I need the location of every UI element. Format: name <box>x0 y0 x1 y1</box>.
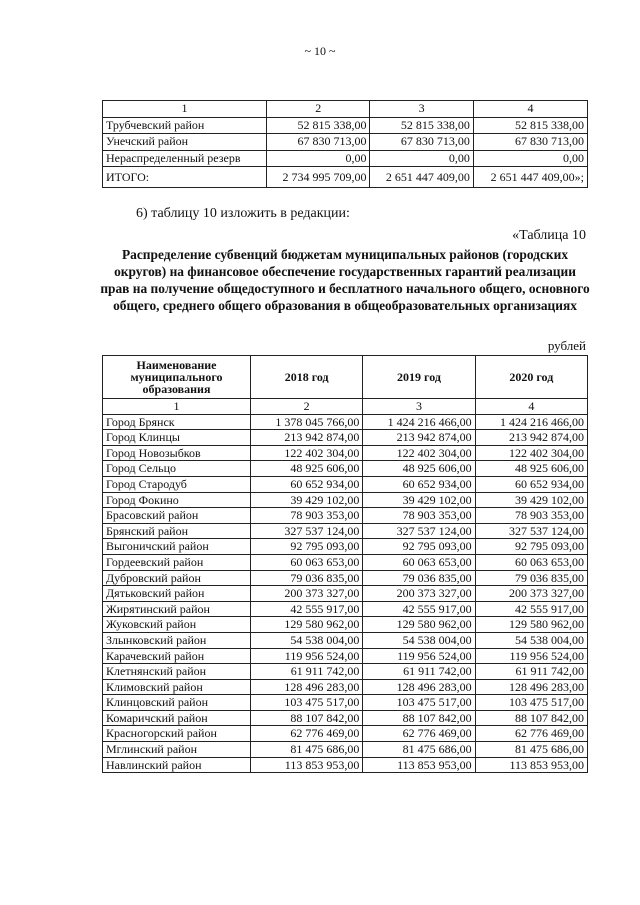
row-name: Клетнянский район <box>103 664 251 680</box>
value-2020: 79 036 835,00 <box>475 570 587 586</box>
value-2018: 52 815 338,00 <box>267 117 370 134</box>
value-2018: 122 402 304,00 <box>251 445 363 461</box>
amendment-instruction: 6) таблицу 10 изложить в редакции: <box>136 206 350 221</box>
table-row <box>103 523 588 539</box>
value-2020: 48 925 606,00 <box>475 461 587 477</box>
value-2018: 60 063 653,00 <box>251 554 363 570</box>
value-2018: 79 036 835,00 <box>251 570 363 586</box>
value-2019: 327 537 124,00 <box>363 523 475 539</box>
value-2019: 81 475 686,00 <box>363 742 475 758</box>
table-row <box>103 757 588 773</box>
value-2020: 61 911 742,00 <box>475 664 587 680</box>
table-row <box>103 461 588 477</box>
value-2020: 92 795 093,00 <box>475 539 587 555</box>
value-2020: 1 424 216 466,00 <box>475 414 587 430</box>
value-2020: 54 538 004,00 <box>475 632 587 648</box>
value-2019: 54 538 004,00 <box>363 632 475 648</box>
column-number: 1 <box>103 399 251 415</box>
value-2018: 200 373 327,00 <box>251 586 363 602</box>
value-2018: 0,00 <box>267 150 370 167</box>
value-2018: 128 496 283,00 <box>251 679 363 695</box>
header-2019: 2019 год <box>363 356 475 399</box>
value-2018: 1 378 045 766,00 <box>251 414 363 430</box>
column-number: 2 <box>251 399 363 415</box>
subvention-table-body <box>103 414 588 773</box>
header-2018: 2018 год <box>251 356 363 399</box>
value-2018: 60 652 934,00 <box>251 476 363 492</box>
table-row <box>103 632 588 648</box>
table-label: «Таблица 10 <box>512 228 586 243</box>
row-name: Климовский район <box>103 679 251 695</box>
value-2019: 1 424 216 466,00 <box>363 414 475 430</box>
row-name: Город Сельцо <box>103 461 251 477</box>
value-2019: 62 776 469,00 <box>363 726 475 742</box>
table-row <box>103 508 588 524</box>
value-2019: 92 795 093,00 <box>363 539 475 555</box>
table-row <box>103 492 588 508</box>
value-2020: 129 580 962,00 <box>475 617 587 633</box>
row-name: Красногорский район <box>103 726 251 742</box>
value-2019: 122 402 304,00 <box>363 445 475 461</box>
header-municipality: Наименование муниципального образования <box>103 356 251 399</box>
table-row <box>103 664 588 680</box>
table-row <box>103 476 588 492</box>
value-2019: 88 107 842,00 <box>363 710 475 726</box>
row-name: Навлинский район <box>103 757 251 773</box>
value-2018: 88 107 842,00 <box>251 710 363 726</box>
row-name: ИТОГО: <box>103 167 267 188</box>
value-2019: 42 555 917,00 <box>363 601 475 617</box>
table-row <box>103 586 588 602</box>
value-2020: 2 651 447 409,00»; <box>473 167 587 188</box>
value-2020: 67 830 713,00 <box>473 134 587 151</box>
column-number-row <box>103 399 588 415</box>
value-2019: 129 580 962,00 <box>363 617 475 633</box>
table-row <box>103 117 588 134</box>
value-2019: 0,00 <box>370 150 473 167</box>
table-row <box>103 648 588 664</box>
value-2019: 2 651 447 409,00 <box>370 167 473 188</box>
value-2018: 213 942 874,00 <box>251 430 363 446</box>
table-row <box>103 167 588 188</box>
table-row <box>103 726 588 742</box>
subvention-table <box>102 355 588 773</box>
value-2020: 200 373 327,00 <box>475 586 587 602</box>
value-2020: 213 942 874,00 <box>475 430 587 446</box>
table-row <box>103 710 588 726</box>
continued-table <box>102 100 588 188</box>
value-2020: 42 555 917,00 <box>475 601 587 617</box>
value-2018: 61 911 742,00 <box>251 664 363 680</box>
page-number: ~ 10 ~ <box>304 44 336 58</box>
row-name: Город Новозыбков <box>103 445 251 461</box>
table-row <box>103 539 588 555</box>
column-number: 2 <box>267 101 370 118</box>
row-name: Брасовский район <box>103 508 251 524</box>
value-2019: 39 429 102,00 <box>363 492 475 508</box>
value-2019: 60 063 653,00 <box>363 554 475 570</box>
value-2019: 78 903 353,00 <box>363 508 475 524</box>
table-row <box>103 570 588 586</box>
row-name: Город Стародуб <box>103 476 251 492</box>
header-2020: 2020 год <box>475 356 587 399</box>
value-2018: 113 853 953,00 <box>251 757 363 773</box>
value-2019: 61 911 742,00 <box>363 664 475 680</box>
value-2019: 52 815 338,00 <box>370 117 473 134</box>
row-name: Брянский район <box>103 523 251 539</box>
value-2018: 2 734 995 709,00 <box>267 167 370 188</box>
row-name: Город Клинцы <box>103 430 251 446</box>
row-name: Нераспределенный резерв <box>103 150 267 167</box>
value-2019: 48 925 606,00 <box>363 461 475 477</box>
row-name: Город Брянск <box>103 414 251 430</box>
value-2020: 122 402 304,00 <box>475 445 587 461</box>
row-name: Карачевский район <box>103 648 251 664</box>
column-number: 4 <box>475 399 587 415</box>
table-row <box>103 430 588 446</box>
table-title: Распределение субвенций бюджетам муниципальных районов (городских округов) на финансовое обеспечение государственных гарантий реализации прав на получение общедоступного и бесплатного начального общего, основного общего, среднего общего образования в общеобразовательных организациях <box>100 247 590 313</box>
table-row <box>103 601 588 617</box>
units-label: рублей <box>547 338 586 353</box>
value-2019: 103 475 517,00 <box>363 695 475 711</box>
row-name: Унечский район <box>103 134 267 151</box>
row-name: Мглинский район <box>103 742 251 758</box>
value-2018: 67 830 713,00 <box>267 134 370 151</box>
value-2020: 60 063 653,00 <box>475 554 587 570</box>
value-2019: 213 942 874,00 <box>363 430 475 446</box>
table-row <box>103 742 588 758</box>
row-name: Выгоничский район <box>103 539 251 555</box>
value-2019: 60 652 934,00 <box>363 476 475 492</box>
column-number: 3 <box>363 399 475 415</box>
value-2019: 67 830 713,00 <box>370 134 473 151</box>
row-name: Жирятинский район <box>103 601 251 617</box>
table-row <box>103 617 588 633</box>
value-2018: 103 475 517,00 <box>251 695 363 711</box>
column-number-row <box>103 101 588 118</box>
row-name: Город Фокино <box>103 492 251 508</box>
value-2020: 62 776 469,00 <box>475 726 587 742</box>
value-2018: 81 475 686,00 <box>251 742 363 758</box>
column-number: 3 <box>370 101 473 118</box>
header-row <box>103 356 588 399</box>
value-2020: 128 496 283,00 <box>475 679 587 695</box>
row-name: Жуковский район <box>103 617 251 633</box>
value-2020: 88 107 842,00 <box>475 710 587 726</box>
row-name: Трубчевский район <box>103 117 267 134</box>
value-2018: 42 555 917,00 <box>251 601 363 617</box>
row-name: Дубровский район <box>103 570 251 586</box>
value-2019: 119 956 524,00 <box>363 648 475 664</box>
value-2020: 327 537 124,00 <box>475 523 587 539</box>
value-2020: 60 652 934,00 <box>475 476 587 492</box>
column-number: 1 <box>103 101 267 118</box>
continued-table-body <box>103 101 588 188</box>
value-2019: 79 036 835,00 <box>363 570 475 586</box>
value-2020: 0,00 <box>473 150 587 167</box>
value-2019: 113 853 953,00 <box>363 757 475 773</box>
value-2020: 103 475 517,00 <box>475 695 587 711</box>
value-2020: 81 475 686,00 <box>475 742 587 758</box>
value-2020: 52 815 338,00 <box>473 117 587 134</box>
row-name: Дятьковский район <box>103 586 251 602</box>
value-2019: 200 373 327,00 <box>363 586 475 602</box>
value-2018: 78 903 353,00 <box>251 508 363 524</box>
row-name: Комаричский район <box>103 710 251 726</box>
table-row <box>103 679 588 695</box>
table-row <box>103 414 588 430</box>
value-2018: 48 925 606,00 <box>251 461 363 477</box>
table-row <box>103 554 588 570</box>
value-2019: 128 496 283,00 <box>363 679 475 695</box>
table-row <box>103 445 588 461</box>
value-2020: 119 956 524,00 <box>475 648 587 664</box>
value-2018: 62 776 469,00 <box>251 726 363 742</box>
value-2018: 327 537 124,00 <box>251 523 363 539</box>
table-row <box>103 695 588 711</box>
table-row <box>103 134 588 151</box>
value-2020: 78 903 353,00 <box>475 508 587 524</box>
value-2020: 39 429 102,00 <box>475 492 587 508</box>
table-row <box>103 150 588 167</box>
value-2018: 129 580 962,00 <box>251 617 363 633</box>
value-2018: 39 429 102,00 <box>251 492 363 508</box>
value-2018: 92 795 093,00 <box>251 539 363 555</box>
value-2018: 54 538 004,00 <box>251 632 363 648</box>
column-number: 4 <box>473 101 587 118</box>
value-2020: 113 853 953,00 <box>475 757 587 773</box>
row-name: Гордеевский район <box>103 554 251 570</box>
value-2018: 119 956 524,00 <box>251 648 363 664</box>
row-name: Злынковский район <box>103 632 251 648</box>
row-name: Клинцовский район <box>103 695 251 711</box>
